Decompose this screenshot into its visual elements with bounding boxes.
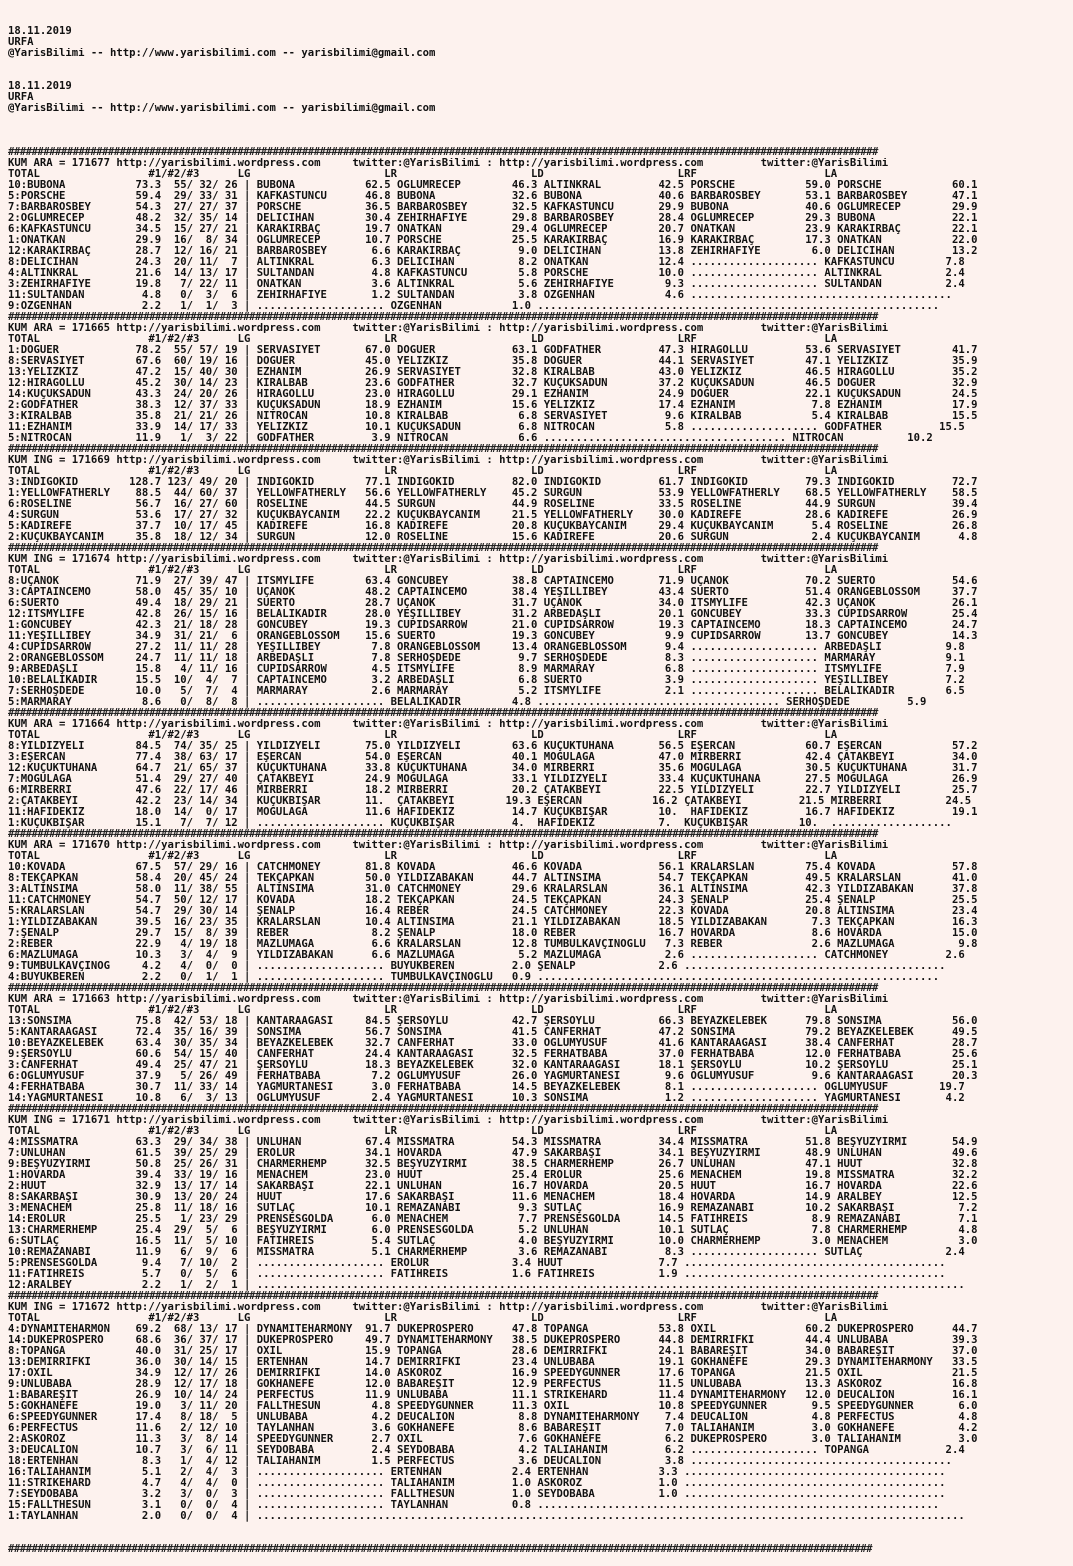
race-row: 4:MISSMATRA 63.3 29/ 34/ 38 | UNLUHAN 67.4 MISSMATRA 54.3 MISSMATRA 34.4 MISSMATRA 51.8 BEŞYÜZYIRMI 54.9 bbox=[8, 1137, 978, 1148]
race-row: 15:FALLTHESUN 3.1 0/ 0/ 4 | .................... TAYLANHAN 0.8 ............................................................... bbox=[8, 1500, 940, 1511]
race-row: 6:ROSELINE 56.7 16/ 27/ 60 | ROSELINE 44.5 SURGUN 44.9 ROSELINE 33.5 ROSELINE 44.9 SURGUN 39.4 bbox=[8, 499, 978, 510]
race-row: 5:PRENSESGOLDA 9.4 7/ 10/ 2 | .................... EROLUR 3.4 HUUT 7.7 ......................................... bbox=[8, 1258, 946, 1269]
race-row: 12:ITSMYLIFE 42.8 26/ 15/ 16 | BELALIKADIR 28.0 YEŞILLIBEY 31.2 ARBEDAŞLI 20.1 GONCUBEY 33.3 CUPIDSARROW 25.4 bbox=[8, 609, 978, 620]
header-line[interactable]: @YarisBilimi -- http://www.yarisbilimi.com -- yarisbilimi@gmail.com bbox=[8, 103, 436, 114]
race-row: 14:KUÇUKSADUN 43.3 24/ 20/ 26 | HIRAGÖLLÜ 23.0 HIRAGÖLLÜ 29.1 EZHANIM 24.9 DOGUER 22.1 KUÇUKSADUN 24.5 bbox=[8, 389, 978, 400]
race-row: 11:FATIHREIS 5.7 0/ 5/ 6 | .................... FATIHREIS 1.6 FATIHREIS 1.9 ......................................... bbox=[8, 1269, 946, 1280]
race-separator: #################################################################################################################################################### bbox=[8, 543, 878, 554]
race-row: 14:EROLUR 25.5 1/ 23/ 29 | PRENSESGOLDA 6.0 MENACHEM 7.7 PRENSESGOLDA 14.5 FATIHREIS 8.9 REMAZANABI 7.1 bbox=[8, 1214, 978, 1225]
race-row: 12:ARALBEY 2.2 1/ 2/ 1 | ............................................................................................................... bbox=[8, 1280, 965, 1291]
race-separator: #################################################################################################################################################### bbox=[8, 829, 878, 840]
race-row: 3:MENACHEM 25.8 11/ 18/ 16 | SUTLAÇ 10.1 REMAZANABI 9.3 SUTLAÇ 16.9 REMAZANABI 10.2 SAKARBAŞI 7.2 bbox=[8, 1203, 978, 1214]
race-row: 11:EZHANIM 33.9 14/ 17/ 33 | YELIZKIZ 10.1 KUÇUKSADUN 6.8 NITROCAN 5.8 .................... GODFATHER 15.5 bbox=[8, 422, 965, 433]
race-separator: #################################################################################################################################################### bbox=[8, 1104, 878, 1115]
race-title-line: KUM ARA = 171665 http://yarisbilimi.wordpress.com twitter:@YarisBilimi : http://yarisbilimi.wordpress.com twitter:@YarisBilimi bbox=[8, 323, 889, 334]
race-row: 4:DYNAMITEHARMON 69.2 68/ 13/ 17 | DYNAMITEHARMONY 91.7 DUKEPROSPERO 47.8 TOPANGA 53.8 OXIL 60.2 DUKEPROSPERO 44.7 bbox=[8, 1324, 978, 1335]
race-row: 2:HUUT 32.9 13/ 17/ 14 | SAKARBAŞI 22.1 UNLUHAN 16.7 HOVARDA 20.5 HUUT 16.7 HOVARDA 22.6 bbox=[8, 1181, 978, 1192]
race-row: 1:ONATKAN 29.9 16/ 8/ 34 | OGLUMRECEP 10.7 PORSCHE 25.5 KARAKIRBAÇ 16.9 KARAKIRBAÇ 17.3 ONATKAN 22.0 bbox=[8, 235, 978, 246]
race-row: 6:KAFKASTUNCU 34.5 15/ 27/ 21 | KARAKIRBAÇ 19.7 ONATKAN 29.4 OGLUMRECEP 20.7 ONATKAN 23.9 KARAKIRBAÇ 22.1 bbox=[8, 224, 978, 235]
race-row: 10:REMAZANABI 11.9 6/ 9/ 6 | MISSMATRA 5.1 CHARMERHEMP 3.6 REMAZANABI 8.3 .................... SUTLAÇ 2.4 bbox=[8, 1247, 965, 1258]
race-row: 4:CUPIDSARROW 27.2 11/ 11/ 28 | YEŞILLIBEY 7.8 ORANGEBLOSSOM 13.4 ORANGEBLOSSOM 9.4 .................... ARBEDAŞLI 9.8 bbox=[8, 642, 965, 653]
race-row: 5:PORSCHE 59.4 29/ 33/ 31 | KAFKASTUNCU 46.8 BUBONA 32.6 BUBONA 40.6 BARBAROSBEY 53.1 BARBAROSBEY 47.1 bbox=[8, 191, 978, 202]
race-row: 11:CATCHMONEY 54.7 50/ 12/ 17 | KOVADA 18.2 TEKÇAPKAN 24.5 TEKÇAPKAN 24.3 ŞENALP 25.4 ŞENALP 25.5 bbox=[8, 895, 978, 906]
race-row: 3:ZEHIRHAFIYE 19.8 7/ 22/ 11 | ONATKAN 3.6 ALTINKRAL 5.6 ZEHIRHAFIYE 9.3 .................... SULTANDAN 2.4 bbox=[8, 279, 965, 290]
race-row: 13:DEMIRRIFKI 36.0 30/ 14/ 15 | ERTENHAN 14.7 DEMIRRIFKI 23.4 UNLUBABA 19.1 GOKHANEFE 29.3 DYNAMITEHARMONY 33.5 bbox=[8, 1357, 978, 1368]
race-row: 4:FERHATBABA 30.7 11/ 33/ 14 | YAGMURTANESI 3.0 FERHATBABA 14.5 BEYAZKELEBEK 8.1 .................... OGLUMYUSUF 19.7 bbox=[8, 1082, 965, 1093]
race-row: 1:DOGUER 78.2 55/ 57/ 19 | SERVASIYET 67.0 DOGUER 63.1 GODFATHER 47.3 HIRAGÖLLÜ 53.6 SERVASIYET 41.7 bbox=[8, 345, 978, 356]
race-row: 6:SPEEDYGUNNER 17.4 8/ 18/ 5 | UNLUBABA 4.2 DEUCALION 8.8 DYNAMITEHARMONY 7.4 DEUCALION 4.8 PERFECTUS 4.8 bbox=[8, 1412, 978, 1423]
header-line: 18.11.2019 bbox=[8, 81, 72, 92]
race-title-line: KUM ING = 171669 http://yarisbilimi.wordpress.com twitter:@YarisBilimi : http://yarisbilimi.wordpress.com twitter:@YarisBilimi bbox=[8, 455, 889, 466]
header-line: URFA bbox=[8, 92, 34, 103]
race-row: 8:YILDIZYELI 84.5 74/ 35/ 25 | YILDIZYELI 75.0 YILDIZYELI 63.6 KUÇUKTUHANA 56.5 EŞERCAN 60.7 EŞERCAN 57.2 bbox=[8, 741, 978, 752]
race-row: 2:ÇATAKBEYI 42.2 23/ 14/ 34 | KUÇUKBIŞAR 11. ÇATAKBEYI 19.3 EŞERCAN 16.2 ÇATAKBEYI 21.5 MIRBERRI 24.5 bbox=[8, 796, 972, 807]
race-block bbox=[8, 444, 1068, 543]
race-title-line: KUM ING = 171674 http://yarisbilimi.wordpress.com twitter:@YarisBilimi : http://yarisbilimi.wordpress.com twitter:@YarisBilimi bbox=[8, 554, 889, 565]
race-row: 7:UNLUHAN 61.5 39/ 25/ 29 | EROLUR 34.1 HOVARDA 47.9 SAKARBAŞI 34.1 BEŞYÜZYIRMI 48.9 UNLUHAN 49.6 bbox=[8, 1148, 978, 1159]
race-row: 7:MOĞULAGA 51.4 29/ 27/ 40 | ÇATAKBEYI 24.9 MOĞULAGA 33.1 YILDIZYELI 33.4 KUÇUKTUHANA 27.5 MOĞULAGA 26.9 bbox=[8, 774, 978, 785]
race-row: 5:GOKHANEFE 19.0 3/ 11/ 20 | FALLTHESUN 4.8 SPEEDYGUNNER 11.3 OXIL 10.8 SPEEDYGUNNER 9.5 SPEEDYGUNNER 6.0 bbox=[8, 1401, 978, 1412]
footer-separator: ################################################################################################################################################### bbox=[8, 1544, 873, 1555]
race-separator: #################################################################################################################################################### bbox=[8, 708, 878, 719]
race-separator: #################################################################################################################################################### bbox=[8, 1291, 878, 1302]
race-column-header: TOTAL #1/#2/#3 LG LR LD LRF LA bbox=[8, 1313, 838, 1324]
race-row: 10:BUBONA 73.3 55/ 32/ 26 | BUBONA 62.5 OGLUMRECEP 46.3 ALTINKRAL 42.5 PORSCHE 59.0 PORSCHE 60.1 bbox=[8, 180, 978, 191]
race-title-line: KUM ING = 171671 http://yarisbilimi.wordpress.com twitter:@YarisBilimi : http://yarisbilimi.wordpress.com twitter:@YarisBilimi bbox=[8, 1115, 889, 1126]
race-row: 8:UÇANOK 71.9 27/ 39/ 47 | ITSMYLIFE 63.4 GONCUBEY 38.8 CAPTAINCEMO 71.9 UÇANOK 70.2 SUERTO 54.6 bbox=[8, 576, 978, 587]
race-title-line: KUM ARA = 171677 http://yarisbilimi.wordpress.com twitter:@YarisBilimi : http://yarisbilimi.wordpress.com twitter:@YarisBilimi bbox=[8, 158, 889, 169]
race-row: 1:HOVARDA 39.4 33/ 19/ 16 | MENACHEM 23.0 HUUT 25.4 EROLUR 25.6 MENACHEM 19.8 MISSMATRA 32.2 bbox=[8, 1170, 978, 1181]
race-row: 6:SUTLAÇ 16.5 11/ 5/ 10 | FATIHREIS 5.4 SUTLAÇ 4.0 BEŞYÜZYIRMI 10.0 CHARMERHEMP 3.0 MENACHEM 3.0 bbox=[8, 1236, 978, 1247]
race-block bbox=[8, 1291, 1068, 1522]
race-row: 11:YEŞILLIBEY 34.9 31/ 21/ 6 | ORANGEBLOSSOM 15.6 SUERTO 19.3 GONCUBEY 9.9 CUPIDSARROW 13.7 GONCUBEY 14.3 bbox=[8, 631, 978, 642]
race-row: 12:KARAKIRBAÇ 28.7 12/ 16/ 21 | BARBAROSBEY 6.6 KARAKIRBAÇ 9.0 DELICIHAN 13.8 ZEHIRHAFIYE 6.0 DELICIHAN 13.2 bbox=[8, 246, 978, 257]
race-row: 3:CANFERHAT 49.4 25/ 47/ 21 | ŞERSOYLU 18.3 BEYAZKELEBEK 32.0 KANTARAAĞASI 18.1 ŞERSOYLU 10.2 ŞERSOYLU 25.1 bbox=[8, 1060, 978, 1071]
race-row: 7:SERHOŞDEDE 10.0 5/ 7/ 4 | MARMARAY 2.6 MARMARAY 5.2 ITSMYLIFE 2.1 .................... BELALIKADIR 6.5 bbox=[8, 686, 965, 697]
race-row: 6:MIRBERRI 47.6 22/ 17/ 46 | MIRBERRI 18.2 MIRBERRI 20.2 ÇATAKBEYI 22.5 YILDIZYELI 22.7 YILDIZYELI 25.7 bbox=[8, 785, 978, 796]
race-row: 9:UNLUBABA 28.9 12/ 17/ 18 | GOKHANEFE 12.0 BABAREŞIT 12.9 PERFECTUS 11.5 UNLUBABA 13.3 ASKOROZ 16.8 bbox=[8, 1379, 978, 1390]
race-row: 6:PERFECTUS 11.6 2/ 12/ 10 | TAYLANHAN 3.6 GOKHANEFE 8.6 BABAREŞIT 7.0 TALIAHANIM 3.0 GOKHANEFE 4.2 bbox=[8, 1423, 978, 1434]
race-row: 3:KIRALBAB 35.8 21/ 21/ 26 | NITROCAN 10.8 KIRALBAB 6.8 SERVASIYET 9.6 KIRALBAB 5.4 KIRALBAB 15.5 bbox=[8, 411, 978, 422]
race-row: 5:KANTARAAĞASI 72.4 35/ 16/ 39 | SONSIMA 56.7 SONSIMA 41.5 CANFERHAT 47.2 SONSIMA 79.2 BEYAZKELEBEK 49.5 bbox=[8, 1027, 978, 1038]
header-line bbox=[8, 59, 1068, 70]
header-line[interactable]: @YarisBilimi -- http://www.yarisbilimi.com -- yarisbilimi@gmail.com bbox=[8, 48, 436, 59]
race-row: 5:MARMARAY 8.6 0/ 8/ 8 | .................... BELALIKADIR 4.8 ...................................... SERHOŞDEDE 5.9 bbox=[8, 697, 927, 708]
race-row: 14:YAGMURTANESI 10.8 6/ 3/ 13 | OGLUMYUSUF 2.4 YAGMURTANESI 10.3 SONSIMA 1.2 .................... YAGMURTANESI 4.2 bbox=[8, 1093, 965, 1104]
race-row: 2:REBER 22.9 4/ 19/ 18 | MAZLUMAĞA 6.6 KRALARSLAN 12.8 TUMBULKAVÇINOĞLU 7.3 REBER 2.6 MAZLUMAĞA 9.8 bbox=[8, 939, 978, 950]
race-row: 1:KUÇUKBIŞAR 15.1 7/ 7/ 12 | .................... KUÇUKBIŞAR 4. HAFIDEKIZ 7. KUÇUKBIŞAR 10. ................... bbox=[8, 818, 952, 829]
race-row: 9:BEŞYÜZYIRMI 50.8 25/ 26/ 31 | CHARMERHEMP 32.5 BEŞYÜZYIRMI 38.5 CHARMERHEMP 26.7 UNLUHAN 47.1 HUUT 32.8 bbox=[8, 1159, 978, 1170]
race-row: 14:DUKEPROSPERO 68.6 36/ 37/ 17 | DUKEPROSPERO 49.7 DYNAMITEHARMONY 38.5 DUKEPROSPERO 44.8 DEMIRRIFKI 44.4 UNLUBABA 39.3 bbox=[8, 1335, 978, 1346]
race-row: 16:TALIAHANIM 5.1 2/ 4/ 3 | .................... ERTENHAN 2.4 ERTENHAN 3.3 ......................................... bbox=[8, 1467, 946, 1478]
race-row: 4:BUYUKBEREN 2.2 0/ 1/ 1 | .................... TUMBULKAVÇINOĞLU 0.9 ............................................................... bbox=[8, 972, 940, 983]
race-row: 1:YILDIZABAKAN 39.5 16/ 23/ 35 | KRALARSLAN 10.4 ALTINSIMA 21.1 YILDIZABAKAN 18.5 YILDIZABAKAN 7.3 TEKÇAPKAN 16.3 bbox=[8, 917, 978, 928]
race-title-line: KUM ARA = 171663 http://yarisbilimi.wordpress.com twitter:@YarisBilimi : http://yarisbilimi.wordpress.com twitter:@YarisBilimi bbox=[8, 994, 889, 1005]
race-row: 13:SONSIMA 75.8 42/ 53/ 18 | KANTARAAĞASI 84.5 ŞERSOYLU 42.7 ŞERSOYLU 66.3 BEYAZKELEBEK 79.8 SONSIMA 56.0 bbox=[8, 1016, 978, 1027]
race-separator: #################################################################################################################################################### bbox=[8, 147, 878, 158]
race-row: 3:CAPTAINCEMO 58.0 45/ 35/ 10 | UÇANOK 48.2 CAPTAINCEMO 38.4 YEŞILLIBEY 43.4 SUERTO 51.4 ORANGEBLOSSOM 37.7 bbox=[8, 587, 978, 598]
race-report-document bbox=[8, 4, 1068, 1566]
race-row: 12:KUÇUKTUHANA 64.7 21/ 65/ 37 | KUÇUKTUHANA 33.8 KUÇUKTUHANA 34.0 MIRBERRI 35.6 MOĞULAGA 30.5 KUÇUKTUHANA 31.7 bbox=[8, 763, 978, 774]
header-line: URFA bbox=[8, 37, 34, 48]
race-block bbox=[8, 543, 1068, 708]
race-row: 2:GODFATHER 38.3 12/ 37/ 33 | KUÇUKSADUN 18.9 EZHANIM 15.6 YELIZKIZ 17.4 EZHANIM 7.8 EZHANIM 17.9 bbox=[8, 400, 978, 411]
race-row: 2:ASKOROZ 11.3 3/ 8/ 14 | SPEEDYGUNNER 2.7 OXIL 7.6 GOKHANEFE 6.2 DUKEPROSPERO 3.0 TALIAHANIM 3.0 bbox=[8, 1434, 978, 1445]
race-row: 13:YELIZKIZ 47.2 15/ 40/ 30 | EZHANIM 26.9 SERVASIYET 32.8 KIRALBAB 43.0 YELIZKIZ 46.5 HIRAGÖLLÜ 35.2 bbox=[8, 367, 978, 378]
race-row: 3:EŞERCAN 77.4 38/ 63/ 17 | EŞERCAN 54.0 EŞERCAN 40.1 MOĞULAGA 47.0 MIRBERRI 42.4 ÇATAKBEYI 34.0 bbox=[8, 752, 978, 763]
race-separator: #################################################################################################################################################### bbox=[8, 444, 878, 455]
race-row: 11:SULTANDAN 4.8 0/ 3/ 6 | ZEHIRHAFIYE 1.2 SULTANDAN 3.8 OZGENHAN 4.6 ......................................... bbox=[8, 290, 952, 301]
race-row: 11:STRIKEHARD 4.7 4/ 4/ 0 | .................... TALIAHANIM 1.0 ASKOROZ 1.0 ......................................... bbox=[8, 1478, 946, 1489]
race-row: 5:KRALARSLAN 54.7 29/ 30/ 14 | ŞENALP 16.4 REBER 24.5 CATCHMONEY 22.3 KOVADA 20.8 ALTINSIMA 23.4 bbox=[8, 906, 978, 917]
race-row: 1:GONCUBEY 42.3 21/ 18/ 28 | GONCUBEY 19.3 CUPIDSARROW 21.0 CUPIDSARROW 19.3 CAPTAINCEMO 18.3 CAPTAINCEMO 24.7 bbox=[8, 620, 978, 631]
header-line bbox=[8, 70, 1068, 81]
race-row: 10:BELALIKADIR 15.5 10/ 4/ 7 | CAPTAINCEMO 3.2 ARBEDAŞLI 6.8 SUERTO 3.9 .................... YEŞILLIBEY 7.2 bbox=[8, 675, 965, 686]
race-row: 8:SERVASIYET 67.6 60/ 19/ 16 | DOGUER 45.0 YELIZKIZ 35.8 DOGUER 44.1 SERVASIYET 47.1 YELIZKIZ 35.9 bbox=[8, 356, 978, 367]
race-column-header: TOTAL #1/#2/#3 LG LR LD LRF LA bbox=[8, 169, 838, 180]
race-tables bbox=[8, 147, 1068, 1522]
race-row: 9:TUMBULKAVÇINOĞ 4.2 4/ 0/ 0 | .................... BUYUKBEREN 2.0 ŞENALP 2.6 ......................................... bbox=[8, 961, 946, 972]
race-row: 8:TEKÇAPKAN 58.4 20/ 45/ 24 | TEKÇAPKAN 50.0 YILDIZABAKAN 44.7 ALTINSIMA 54.7 TEKÇAPKAN 49.5 KRALARSLAN 41.0 bbox=[8, 873, 978, 884]
race-row: 13:CHARMERHEMP 25.4 29/ 5/ 6 | BEŞYÜZYIRMI 6.0 PRENSESGOLDA 5.2 UNLUHAN 10.1 SUTLAÇ 7.8 CHARMERHEMP 4.8 bbox=[8, 1225, 978, 1236]
race-row: 7:ŞENALP 29.7 15/ 8/ 39 | REBER 8.2 ŞENALP 18.0 REBER 16.7 HOVARDA 8.6 HOVARDA 15.0 bbox=[8, 928, 978, 939]
race-row: 12:HIRAGÖLLÜ 45.2 30/ 14/ 23 | KIRALBAB 23.6 GODFATHER 32.7 KUÇUKSADUN 37.2 KUÇUKSADUN 46.5 DOGUER 32.9 bbox=[8, 378, 978, 389]
race-row: 8:DELICIHAN 24.3 20/ 11/ 7 | ALTINKRAL 6.3 DELICIHAN 8.2 ONATKAN 12.4 .................... KAFKASTUNCU 7.8 bbox=[8, 257, 965, 268]
race-row: 3:ALTINSIMA 58.0 11/ 38/ 55 | ALTINSIMA 31.0 CATCHMONEY 29.6 KRALARSLAN 36.1 ALTINSIMA 42.3 YILDIZABAKAN 37.8 bbox=[8, 884, 978, 895]
race-row: 4:ALTINKRAL 21.6 14/ 13/ 17 | SULTANDAN 4.8 KAFKASTUNCU 5.8 PORSCHE 10.0 .................... ALTINKRAL 2.4 bbox=[8, 268, 965, 279]
race-separator: #################################################################################################################################################### bbox=[8, 312, 878, 323]
race-row: 6:SUERTO 49.4 18/ 29/ 21 | SUERTO 28.7 UÇANOK 31.7 UÇANOK 34.0 ITSMYLIFE 42.3 UÇANOK 26.1 bbox=[8, 598, 978, 609]
race-column-header: TOTAL #1/#2/#3 LG LR LD LRF LA bbox=[8, 565, 838, 576]
race-row: 18:ERTENHAN 8.3 1/ 4/ 12 | TALIAHANIM 1.5 PERFECTUS 3.6 DEUCALION 3.8 ......................................... bbox=[8, 1456, 952, 1467]
race-row: 9:ARBEDAŞLI 15.8 4/ 11/ 16 | CUPIDSARROW 4.5 ITSMYLIFE 8.9 MARMARAY 6.8 .................... ITSMYLIFE 7.9 bbox=[8, 664, 965, 675]
report-header bbox=[8, 26, 1068, 125]
race-row: 11:HAFIDEKIZ 18.0 14/ 0/ 17 | MOĞULAGA 11.6 HAFIDEKIZ 14.7 KUÇUKBIŞAR 10. HAFIDEKIZ 16.7 HAFIDEKIZ 19.1 bbox=[8, 807, 978, 818]
race-block bbox=[8, 147, 1068, 312]
race-row: 6:OGLUMYUSUF 37.9 5/ 26/ 49 | FERHATBABA 7.2 OGLUMYUSUF 26.0 YAGMURTANESI 9.6 OGLUMYUSUF 9.6 KANTARAAĞASI 20.3 bbox=[8, 1071, 978, 1082]
race-row: 8:TOPANGA 40.0 31/ 25/ 17 | OXIL 15.9 TOPANGA 28.6 DEMIRRIFKI 24.1 BABAREŞIT 34.0 BABAREŞIT 37.0 bbox=[8, 1346, 978, 1357]
race-row: 7:SEYDOBABA 3.2 3/ 0/ 3 | .................... FALLTHESUN 1.0 SEYDOBABA 1.0 ......................................... bbox=[8, 1489, 946, 1500]
race-separator: #################################################################################################################################################### bbox=[8, 983, 878, 994]
race-row: 1:YELLOWFATHERLY 88.5 44/ 60/ 37 | YELLOWFATHERLY 56.6 YELLOWFATHERLY 45.2 SURGUN 53.9 YELLOWFATHERLY 68.5 YELLOWFATHERLY 58.5 bbox=[8, 488, 978, 499]
race-block bbox=[8, 829, 1068, 983]
race-column-header: TOTAL #1/#2/#3 LG LR LD LRF LA bbox=[8, 851, 838, 862]
race-row: 2:ORANGEBLOSSOM 24.7 11/ 11/ 18 | ARBEDAŞLI 7.8 SERHOŞDEDE 9.7 SERHOŞDEDE 8.3 .................... MARMARAY 9.1 bbox=[8, 653, 965, 664]
race-block bbox=[8, 708, 1068, 829]
race-row: 3:DEUCALION 10.7 3/ 6/ 11 | SEYDOBABA 2.4 SEYDOBABA 4.2 TALIAHANIM 6.2 .................... TOPANGA 2.4 bbox=[8, 1445, 965, 1456]
race-row: 7:BARBAROSBEY 54.3 27/ 27/ 37 | PORSCHE 36.5 BARBAROSBEY 32.5 KAFKASTUNCU 29.9 BUBONA 40.6 OGLUMRECEP 29.9 bbox=[8, 202, 978, 213]
race-row: 5:NITROCAN 11.9 1/ 3/ 22 | GODFATHER 3.9 NITROCAN 6.6 ...................................... NITROCAN 10.2 bbox=[8, 433, 933, 444]
race-column-header: TOTAL #1/#2/#3 LG LR LD LRF LA bbox=[8, 334, 838, 345]
race-column-header: TOTAL #1/#2/#3 LG LR LD LRF LA bbox=[8, 1126, 838, 1137]
race-row: 1:BABAREŞIT 26.9 10/ 14/ 24 | PERFECTUS 11.9 UNLUBABA 11.1 STRIKEHARD 11.4 DYNAMITEHARMONY 12.0 DEUCALION 16.1 bbox=[8, 1390, 978, 1401]
race-row: 5:KADIREFE 37.7 10/ 17/ 45 | KADIREFE 16.8 KADIREFE 20.8 KUÇUKBAYCANIM 29.4 KUÇUKBAYCANIM 5.4 ROSELINE 26.8 bbox=[8, 521, 978, 532]
race-block bbox=[8, 312, 1068, 444]
race-title-line: KUM ARA = 171664 http://yarisbilimi.wordpress.com twitter:@YarisBilimi : http://yarisbilimi.wordpress.com twitter:@YarisBilimi bbox=[8, 719, 889, 730]
header-line bbox=[8, 114, 1068, 125]
race-row: 1:TAYLANHAN 2.0 0/ 0/ 4 | ............................................................................................................... bbox=[8, 1511, 965, 1522]
race-block bbox=[8, 1104, 1068, 1291]
race-column-header: TOTAL #1/#2/#3 LG LR LD LRF LA bbox=[8, 466, 838, 477]
race-row: 2:OGLUMRECEP 48.2 32/ 35/ 14 | DELICIHAN 30.4 ZEHIRHAFIYE 29.8 BARBAROSBEY 28.4 OGLUMRECEP 29.3 BUBONA 22.1 bbox=[8, 213, 978, 224]
race-title-line: KUM ING = 171672 http://yarisbilimi.wordpress.com twitter:@YarisBilimi : http://yarisbilimi.wordpress.com twitter:@YarisBilimi bbox=[8, 1302, 889, 1313]
race-row: 10:KOVADA 67.5 57/ 29/ 16 | CATCHMONEY 81.8 KOVADA 46.6 KOVADA 56.1 KRALARSLAN 75.4 KOVADA 57.8 bbox=[8, 862, 978, 873]
race-row: 17:OXIL 34.9 12/ 17/ 26 | DEMIRRIFKI 14.0 ASKOROZ 16.9 SPEEDYGUNNER 17.6 TOPANGA 21.5 OXIL 21.5 bbox=[8, 1368, 978, 1379]
race-block bbox=[8, 983, 1068, 1104]
race-row: 6:MAZLUMAĞA 10.3 3/ 4/ 9 | YILDIZABAKAN 6.6 MAZLUMAĞA 5.2 MAZLUMAĞA 2.6 .................... CATCHMONEY 2.6 bbox=[8, 950, 965, 961]
race-column-header: TOTAL #1/#2/#3 LG LR LD LRF LA bbox=[8, 1005, 838, 1016]
race-row: 4:SURGUN 53.6 17/ 27/ 32 | KUÇUKBAYCANIM 22.2 KUÇUKBAYCANIM 21.5 YELLOWFATHERLY 30.0 KADIREFE 28.6 KADIREFE 26.9 bbox=[8, 510, 978, 521]
race-column-header: TOTAL #1/#2/#3 LG LR LD LRF LA bbox=[8, 730, 838, 741]
race-row: 9:ŞERSOYLU 60.6 54/ 15/ 40 | CANFERHAT 24.4 KANTARAAĞASI 32.5 FERHATBABA 37.0 FERHATBABA 12.0 FERHATBABA 25.6 bbox=[8, 1049, 978, 1060]
race-row: 8:SAKARBAŞI 30.9 13/ 20/ 24 | HUUT 17.6 SAKARBAŞI 11.6 MENACHEM 18.4 HOVARDA 14.9 ARALBEY 12.5 bbox=[8, 1192, 978, 1203]
race-title-line: KUM ARA = 171670 http://yarisbilimi.wordpress.com twitter:@YarisBilimi : http://yarisbilimi.wordpress.com twitter:@YarisBilimi bbox=[8, 840, 889, 851]
race-row: 2:KUÇUKBAYCANIM 35.8 18/ 12/ 34 | SURGUN 12.0 ROSELINE 15.6 KADIREFE 20.6 SURGUN 2.4 KUÇUKBAYCANIM 4.8 bbox=[8, 532, 978, 543]
race-row: 3:INDIGOKID 128.7 123/ 49/ 20 | INDIGOKID 77.1 INDIGOKID 82.0 INDIGOKID 61.7 INDIGOKID 79.3 INDIGOKID 72.7 bbox=[8, 477, 978, 488]
race-row: 9:OZGENHAN 2.2 1/ 1/ 3 | .................... OZGENHAN 1.0 ............................................................... bbox=[8, 301, 940, 312]
header-line: 18.11.2019 bbox=[8, 26, 72, 37]
race-row: 10:BEYAZKELEBEK 63.4 30/ 35/ 34 | BEYAZKELEBEK 32.7 CANFERHAT 33.0 OGLUMYUSUF 41.6 KANTARAAĞASI 38.4 CANFERHAT 28.7 bbox=[8, 1038, 978, 1049]
